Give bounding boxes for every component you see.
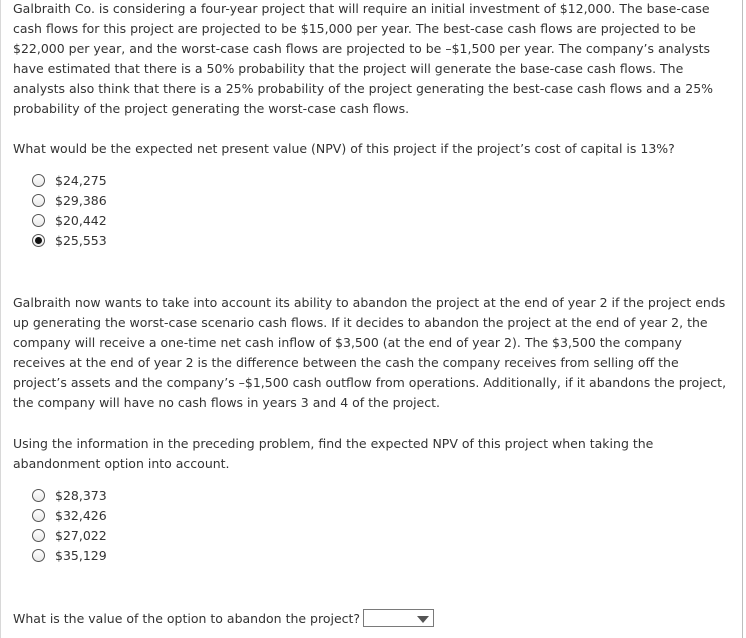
npv-option-3[interactable] [32, 210, 107, 230]
option-label: $20,442 [55, 212, 107, 228]
abandonment-option-2[interactable] [32, 505, 107, 525]
abandonment-option-3[interactable] [32, 525, 107, 545]
npv-answer-options [32, 170, 107, 250]
option-value-question-row [13, 608, 434, 628]
option-label: $35,129 [55, 547, 107, 563]
npv-option-4[interactable] [32, 230, 107, 250]
option-label: $32,426 [55, 507, 107, 523]
option-value-question: What is the value of the option to abandon the project? [13, 610, 361, 626]
radio-icon[interactable] [32, 214, 45, 227]
option-label: $27,022 [55, 527, 107, 543]
radio-icon[interactable] [32, 549, 45, 562]
radio-icon[interactable] [32, 489, 45, 502]
abandonment-answer-options [32, 485, 107, 565]
npv-option-2[interactable] [32, 190, 107, 210]
radio-icon[interactable] [32, 509, 45, 522]
problem-intro: Galbraith Co. is considering a four-year project that will require an initial investment of $12,000. The base-case cash flows for this project are projected to be $15,000 per year. The best-case cash flows are projected to be $22,000 per year, and the worst-case cash flows are projected to be –$1,500 per year. The company’s analysts have estimated that there is a 50% probability that the project will generate the base-case cash flows. The analysts also think that there is a 25% probability of the project generating the best-case cash flows and a 25% probability of the project generating the worst-case cash flows. [13, 1, 714, 116]
option-label: $29,386 [55, 192, 107, 208]
npv-question: What would be the expected net present value (NPV) of this project if the project’s cost of capital is 13%? [13, 141, 675, 156]
radio-icon[interactable] [32, 234, 45, 247]
option-label: $25,553 [55, 232, 107, 248]
option-label: $24,275 [55, 172, 107, 188]
radio-icon[interactable] [32, 194, 45, 207]
radio-icon[interactable] [32, 174, 45, 187]
radio-icon[interactable] [32, 529, 45, 542]
dropdown-arrow-icon[interactable] [417, 616, 429, 623]
abandonment-intro: Galbraith now wants to take into account its ability to abandon the project at the end of year 2 if the project ends up generating the worst-case scenario cash flows. If it decides to abandon the project at the end of year 2, the company will receive a one-time net cash inflow of $3,500 (at the end of year 2). The $3,500 the company receives at the end of year 2 is the difference between the cash the company receives from selling off the project’s assets and the company’s –$1,500 cash outflow from operations. Additionally, if it abandons the project, the company will have no cash flows in years 3 and 4 of the project. [13, 295, 727, 410]
abandonment-npv-question: Using the information in the preceding problem, find the expected NPV of this project when taking the abandonment option into account. [13, 436, 654, 471]
abandonment-option-4[interactable] [32, 545, 107, 565]
option-label: $28,373 [55, 487, 107, 503]
option-value-dropdown[interactable] [363, 609, 434, 627]
npv-option-1[interactable] [32, 170, 107, 190]
abandonment-option-1[interactable] [32, 485, 107, 505]
